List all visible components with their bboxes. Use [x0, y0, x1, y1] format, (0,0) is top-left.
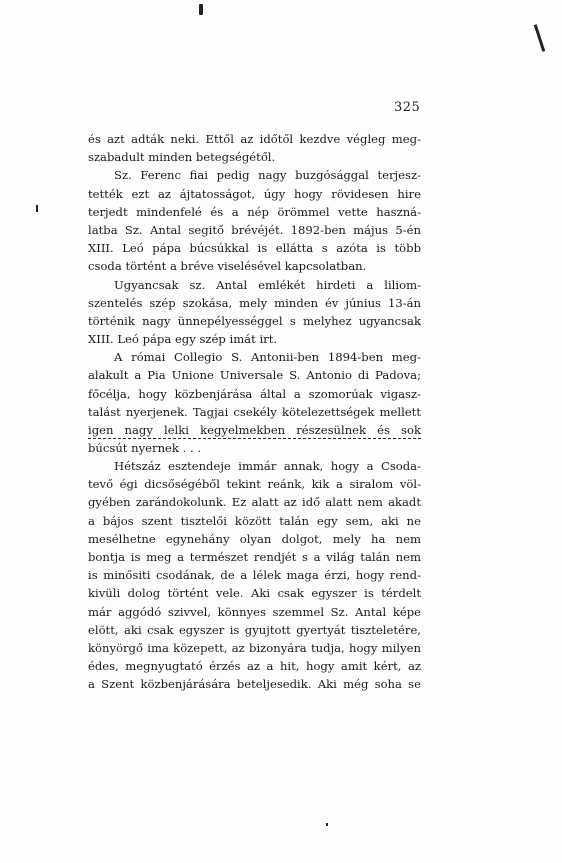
- text-line: szentelés szép szokása, mely minden év június 13-án: [88, 295, 421, 310]
- text-line: Ugyancsak sz. Antal emlékét hirdeti a liliom-: [114, 277, 421, 292]
- text-line: A római Collegio S. Antonii-ben 1894-ben meg-: [114, 350, 421, 365]
- text-line: a bájos szent tisztelői között talán egy sem, aki ne: [88, 513, 421, 528]
- text-line: már aggódó szivvel, könnyes szemmel Sz. Antal képe: [88, 604, 421, 619]
- text-section-2: [88, 457, 421, 693]
- text-line: és azt adták neki. Ettől az időtől kezdve végleg meg-: [88, 132, 421, 146]
- text-line: édes, megnyugtató érzés az a hit, hogy amit kért, az: [88, 659, 421, 674]
- ink-speck: [36, 205, 38, 212]
- ink-speck: [326, 823, 328, 826]
- text-line: alakult a Pia Unione Universale S. Antonio di Padova;: [88, 368, 421, 383]
- text-line: könyörgő ima közepett, az bizonyára tudja, hogy milyen: [88, 640, 421, 655]
- text-line: gyében zarándokolunk. Ez alatt az idő alatt nem akadt: [88, 495, 421, 510]
- text-line: történik nagy ünnepélyességgel s melyhez ugyancsak: [88, 313, 421, 328]
- text-line: csoda történt a bréve viselésével kapcsolatban.: [88, 259, 367, 274]
- text-line: tevő égi dicsőségéből tekint reánk, kik a siralom völ-: [88, 477, 421, 492]
- text-line: terjedt mindenfelé és a nép örömmel vette haszná-: [88, 204, 421, 219]
- text-line: mesélhetne egynehány olyan dolgot, mely ha nem: [88, 531, 421, 546]
- text-line: bontja is meg a természet rendjét s a világ talán nem: [88, 549, 421, 564]
- text-line: XIII. Leó pápa egy szép imát irt.: [88, 332, 278, 347]
- text-line: XIII. Leó pápa búcsúkkal is ellátta s azóta is több: [88, 241, 421, 256]
- text-line: latba Sz. Antal segitő brévéjét. 1892-ben május 5-én: [88, 222, 421, 237]
- text-line: szabadult minden betegségétől.: [88, 150, 276, 165]
- text-line: is minősiti csodának, de a lélek maga érzi, hogy rend-: [88, 568, 421, 583]
- text-line: Hétszáz esztendeje immár annak, hogy a Csoda-: [114, 459, 421, 473]
- ink-speck: [199, 4, 203, 15]
- page-number: 325: [394, 100, 421, 115]
- text-line: igen nagy lelki kegyelmekben részesülnek és sok: [88, 423, 421, 437]
- text-line: búcsút nyernek . . .: [88, 441, 202, 456]
- text-line: főcélja, hogy közbenjárása által a szomorúak vigasz-: [88, 386, 421, 401]
- section-divider: [88, 438, 421, 439]
- text-section-1: [88, 130, 421, 457]
- text-line: kivüli dolog történt vele. Aki csak egyszer is térdelt: [88, 586, 421, 601]
- text-line: elött, aki csak egyszer is gyujtott gyertyát tiszteletére,: [88, 622, 421, 637]
- text-line: tették ezt az ájtatosságot, úgy hogy rövidesen hire: [88, 186, 421, 201]
- ink-speck: [534, 24, 546, 52]
- text-line: talást nyerjenek. Tagjai csekély kötelezettségek mellett: [88, 404, 421, 419]
- text-line: Sz. Ferenc fiai pedig nagy buzgósággal terjesz-: [114, 168, 421, 183]
- text-line: a Szent közbenjárására beteljesedik. Aki még soha se: [88, 677, 421, 692]
